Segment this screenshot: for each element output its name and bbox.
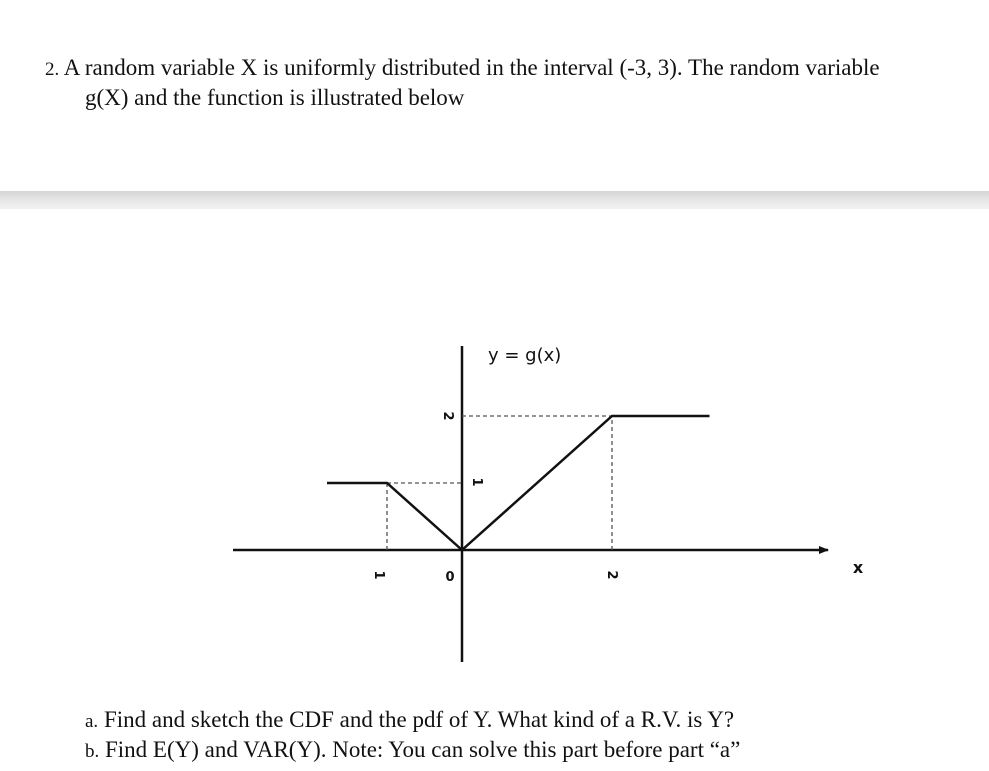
y-tick-label-2: 2 [440,411,455,421]
x-tick-label-2: 2 [604,570,619,580]
y-tick-label-1: 1 [469,477,484,487]
function-curve [327,416,710,550]
origin-label: 0 [445,570,455,585]
problem-number: 2. [45,59,60,80]
question-a [85,706,734,736]
x-axis-label: x [852,558,864,577]
problem-text-1: A random variable X is uniformly distributed in the interval (-3, 3). The random variable [63,55,880,80]
problem-statement-line-2: g(X) and the function is illustrated below [85,85,465,110]
question-b [85,736,740,766]
question-a-text: Find and sketch the CDF and the pdf of Y. What kind of a R.V. is Y? [103,707,735,732]
question-b-text: Find E(Y) and VAR(Y). Note: You can solve this part before part “a” [105,737,741,762]
function-title: y = g(x) [488,345,562,366]
question-b-letter: b. [85,741,100,762]
question-a-letter: a. [85,711,99,732]
x-tick-label-1: 1 [371,570,386,580]
